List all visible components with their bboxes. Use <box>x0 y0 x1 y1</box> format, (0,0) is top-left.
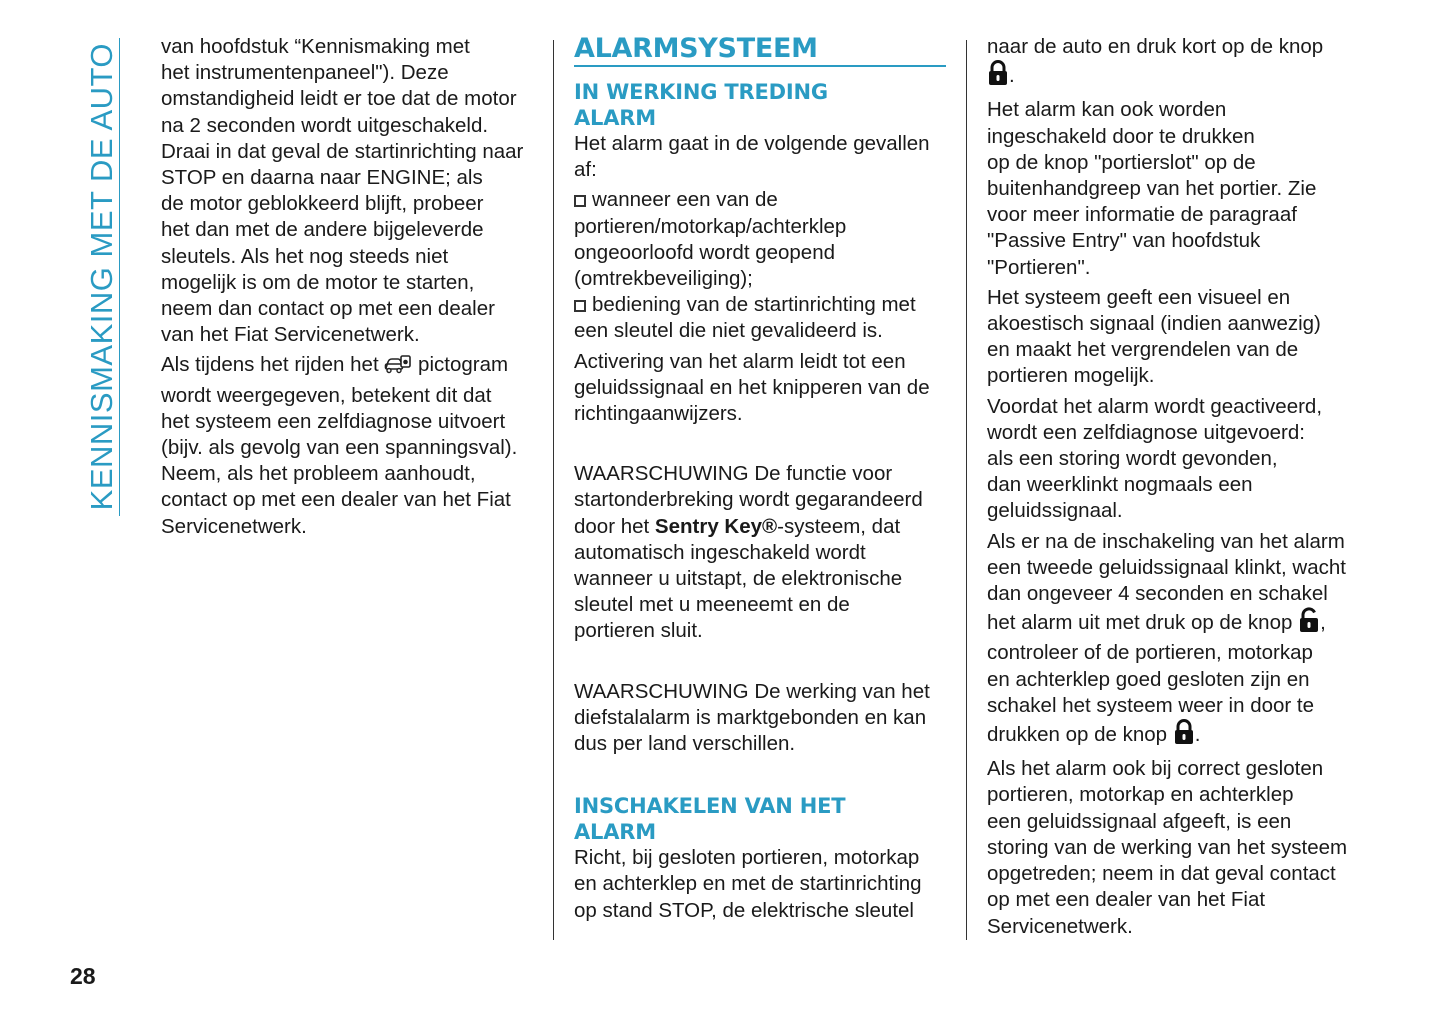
unlock-icon <box>1298 607 1320 640</box>
text-line: van hoofdstuk “Kennismaking met <box>161 35 470 58</box>
text-line: startonderbreking wordt gegarandeerd <box>574 488 923 512</box>
column-1 <box>161 34 541 544</box>
bullet-square-icon <box>574 195 586 207</box>
text-line: (bijv. als gevolg van een spanningsval). <box>161 436 518 460</box>
text-line: af: <box>574 158 597 182</box>
text-line: Draai in dat geval de startinrichting naar <box>161 139 524 163</box>
bullet-square-icon <box>574 300 586 312</box>
text-line: Activering van het alarm leidt tot een <box>574 349 906 373</box>
text-line: (omtrekbeveiliging); <box>574 267 753 291</box>
subheading-inschakelen <box>574 793 946 845</box>
text-line: Het systeem geeft een visueel en <box>987 285 1291 309</box>
text-line: geluidssignaal. <box>987 499 1123 523</box>
text-line: mogelijk is om de motor te starten, <box>161 270 475 294</box>
bullet-item-2 <box>574 292 946 344</box>
spacer <box>574 649 946 679</box>
text-line: het systeem een zelfdiagnose uitvoert <box>161 409 506 433</box>
text-line: Als het alarm ook bij correct gesloten <box>987 757 1324 781</box>
car-diagnostic-icon <box>384 353 412 382</box>
subheading-line: INSCHAKELEN VAN HET <box>574 794 846 819</box>
text-line: Als er na de inschakeling van het alarm <box>987 529 1345 553</box>
text-line: neem dan contact op met een dealer <box>161 297 495 321</box>
text-line: als een storing wordt gevonden, <box>987 447 1278 471</box>
bullet-item-1 <box>574 187 946 292</box>
text-line: omstandigheid leidt er toe dat de motor <box>161 87 517 111</box>
text-line: portieren sluit. <box>574 619 703 643</box>
text-line: wordt weergegeven, betekent dit dat <box>161 383 492 407</box>
column-3 <box>987 34 1367 944</box>
sentry-key-term: Sentry Key® <box>654 514 778 538</box>
text-line: richtingaanwijzers. <box>574 402 743 426</box>
text-line: van het Fiat Servicenetwerk. <box>161 323 420 347</box>
text-line: een tweede geluidssignaal klinkt, wacht <box>987 555 1346 579</box>
text-line: het alarm uit met druk op de knop , <box>987 607 1367 640</box>
text-line <box>574 187 946 213</box>
text-line: diefstalalarm is marktgebonden en kan <box>574 705 927 729</box>
col3-paragraph-1 <box>987 34 1367 93</box>
text-line: en achterklep en met de startinrichting <box>574 872 922 896</box>
subheading-in-werking <box>574 79 946 131</box>
text-line: dus per land verschillen. <box>574 732 796 756</box>
text-fragment: wanneer een van de <box>592 188 778 212</box>
text-line: op de knop "portierslot" op de <box>987 150 1256 174</box>
text-line: het dan met de andere bijgeleverde <box>161 218 484 242</box>
text-line: de motor geblokkeerd blijft, probeer <box>161 192 484 216</box>
text-line: na 2 seconden wordt uitgeschakeld. <box>161 113 489 137</box>
spacer <box>574 761 946 793</box>
section-heading: ALARMSYSTEEM <box>574 34 946 67</box>
warning-market <box>574 679 946 758</box>
text-line: op stand STOP, de elektrische sleutel <box>574 898 914 922</box>
text-line: naar de auto en druk kort op de knop <box>987 35 1324 58</box>
text-fragment: drukken op de knop <box>987 723 1168 747</box>
col1-paragraph-1 <box>161 34 541 348</box>
col3-paragraph-2 <box>987 97 1367 280</box>
text-fragment: bediening van de startinrichting met <box>592 293 916 317</box>
spacer <box>574 431 946 461</box>
text-line: Neem, als het probleem aanhoudt, <box>161 462 476 486</box>
column-2 <box>574 34 946 928</box>
lock-icon <box>987 60 1009 93</box>
text-fragment: het alarm uit met druk op de knop <box>987 611 1293 635</box>
text-line: . <box>987 60 1367 93</box>
text-line: WAARSCHUWING De werking van het <box>574 679 930 703</box>
inschakelen-paragraph <box>574 845 946 924</box>
text-line: geluidssignaal en het knipperen van de <box>574 375 930 399</box>
col3-paragraph-5 <box>987 529 1367 753</box>
text-line: portieren mogelijk. <box>987 364 1155 388</box>
text-line: automatisch ingeschakeld wordt <box>574 540 866 564</box>
subheading-line: ALARM <box>574 820 656 845</box>
text-line: dan weerklinkt nogmaals een <box>987 473 1253 497</box>
side-chapter-title <box>82 38 122 516</box>
text-line: Richt, bij gesloten portieren, motorkap <box>574 846 920 870</box>
col3-paragraph-6 <box>987 756 1367 939</box>
text-line: het instrumentenpaneel"). Deze <box>161 61 449 85</box>
text-line: Het alarm gaat in de volgende gevallen <box>574 132 930 155</box>
page-number: 28 <box>70 963 96 989</box>
text-fragment: Als tijdens het rijden het <box>161 353 385 377</box>
text-line: portieren/motorkap/achterklep <box>574 214 847 238</box>
col3-paragraph-3 <box>987 285 1367 390</box>
col3-paragraph-4 <box>987 394 1367 525</box>
text-line: opgetreden; neem in dat geval contact <box>987 862 1336 886</box>
text-line: STOP en daarna naar ENGINE; als <box>161 166 483 190</box>
text-line <box>574 292 946 318</box>
text-fragment: -systeem, dat <box>777 514 901 538</box>
text-line: sleutels. Als het nog steeds niet <box>161 244 449 268</box>
text-line: Servicenetwerk. <box>987 914 1133 938</box>
column-divider-2 <box>966 40 967 940</box>
activation-paragraph <box>574 349 946 428</box>
text-line: en achterklep goed gesloten zijn en <box>987 667 1310 691</box>
text-line: ongeoorloofd wordt geopend <box>574 240 836 264</box>
text-line: wordt een zelfdiagnose uitgevoerd: <box>987 420 1305 444</box>
text-line: dan ongeveer 4 seconden en schakel <box>987 582 1328 606</box>
text-line <box>574 514 946 540</box>
text-line: voor meer informatie de paragraaf <box>987 203 1297 227</box>
text-line: drukken op de knop . <box>987 719 1367 752</box>
text-line: sleutel met u meeneemt en de <box>574 593 850 617</box>
warning-sentry-key <box>574 461 946 644</box>
text-line: wanneer u uitstapt, de elektronische <box>574 567 903 591</box>
text-line: ingeschakeld door te drukken <box>987 124 1255 148</box>
text-line: Voordat het alarm wordt geactiveerd, <box>987 394 1323 418</box>
text-line <box>161 352 541 382</box>
text-fragment: pictogram <box>412 353 509 377</box>
text-line: een geluidssignaal afgeeft, is een <box>987 809 1292 833</box>
text-line: Servicenetwerk. <box>161 514 307 538</box>
col1-paragraph-2 <box>161 352 541 539</box>
text-line: "Passive Entry" van hoofdstuk <box>987 229 1261 253</box>
text-line: op met een dealer van het Fiat <box>987 888 1266 912</box>
subheading-line: IN WERKING TREDING <box>574 80 828 104</box>
text-line: WAARSCHUWING De functie voor <box>574 462 893 486</box>
column-divider-1 <box>553 40 554 940</box>
side-chapter-rule <box>119 38 120 516</box>
text-line: storing van de werking van het systeem <box>987 835 1348 859</box>
text-line: buitenhandgreep van het portier. Zie <box>987 177 1317 201</box>
text-line: en maakt het vergrendelen van de <box>987 338 1299 362</box>
side-chapter-title-text: KENNISMAKING MET DE AUTO <box>84 43 119 511</box>
lock-icon <box>1173 719 1195 752</box>
text-line: een sleutel die niet gevalideerd is. <box>574 319 883 343</box>
text-fragment: door het <box>574 514 655 538</box>
intro-paragraph <box>574 131 946 183</box>
text-line: portieren, motorkap en achterklep <box>987 783 1294 807</box>
text-line: "Portieren". <box>987 255 1091 279</box>
text-line: controleer of de portieren, motorkap <box>987 641 1313 665</box>
subheading-line: ALARM <box>574 106 656 130</box>
text-line: Het alarm kan ook worden <box>987 98 1227 122</box>
text-line: schakel het systeem weer in door te <box>987 693 1315 717</box>
text-line: akoestisch signaal (indien aanwezig) <box>987 312 1321 336</box>
text-line: contact op met een dealer van het Fiat <box>161 488 511 512</box>
